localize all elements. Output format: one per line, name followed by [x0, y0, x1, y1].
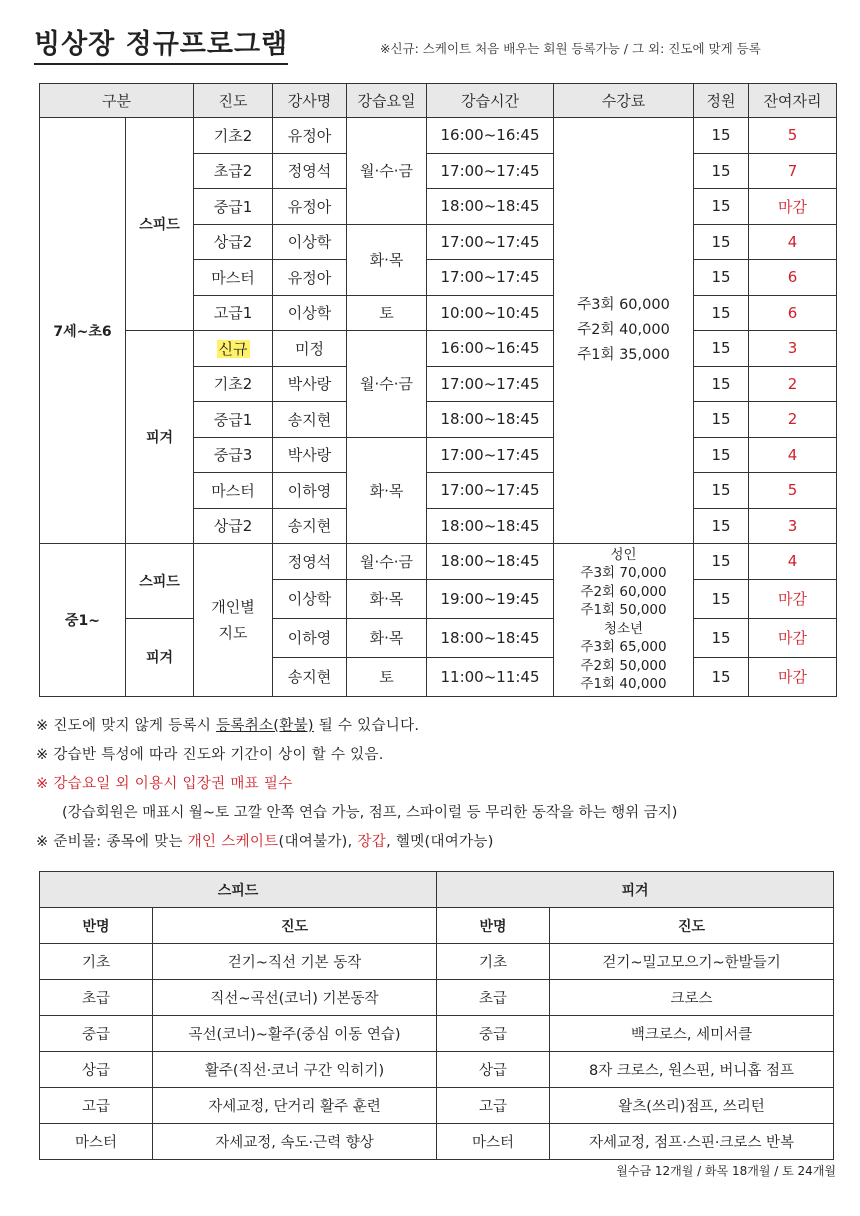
notes [36, 712, 836, 857]
subgroup-kids-figure: 피겨 [126, 331, 194, 544]
cell-level: 중급1 [194, 189, 273, 225]
table-row [40, 1088, 834, 1124]
cell-time: 16:00~16:45 [427, 331, 554, 367]
cell-time: 10:00~10:45 [427, 295, 554, 331]
cell-remaining: 4 [749, 224, 837, 260]
cell-class: 상급 [437, 1052, 550, 1088]
cell-remaining: 마감 [749, 189, 837, 225]
cell-instructor: 박사랑 [273, 437, 347, 473]
cell-time: 17:00~17:45 [427, 224, 554, 260]
schedule-header-row [40, 84, 837, 118]
gloves-emphasis: 장갑 [357, 834, 387, 850]
cell-days: 화·목 [347, 224, 427, 295]
cell-class: 고급 [437, 1088, 550, 1124]
cell-time: 18:00~18:45 [427, 508, 554, 544]
fee-line: 주1회 40,000 [580, 676, 667, 693]
cell-remaining: 4 [749, 437, 837, 473]
cell-remaining: 2 [749, 402, 837, 438]
cell-instructor: 이상학 [273, 224, 347, 260]
schedule-table [39, 83, 837, 697]
cell-time: 18:00~18:45 [427, 189, 554, 225]
table-row [40, 618, 837, 657]
cell-time: 17:00~17:45 [427, 437, 554, 473]
cell-time: 11:00~11:45 [427, 657, 554, 696]
cell-time: 18:00~18:45 [427, 544, 554, 580]
cell-remaining: 마감 [749, 618, 837, 657]
cell-time: 17:00~17:45 [427, 366, 554, 402]
cell-level [194, 331, 273, 367]
fee-line: 주3회 70,000 [580, 565, 667, 582]
fee-line: 주1회 50,000 [580, 602, 667, 619]
table-row [40, 1052, 834, 1088]
cell-level: 마스터 [194, 473, 273, 509]
cell-class: 고급 [40, 1088, 153, 1124]
fee-line: 주3회 60,000 [577, 297, 670, 313]
cell-capacity: 15 [694, 508, 749, 544]
cell-level: 상급2 [194, 508, 273, 544]
cell-level-individual [194, 544, 273, 697]
cell-remaining: 3 [749, 331, 837, 367]
refund-emphasis: 등록취소(환불) [216, 718, 314, 734]
cell-speed-progress: 걷기~직선 기본 동작 [153, 944, 437, 980]
cell-days: 화·목 [347, 579, 427, 618]
subheader-class: 반명 [40, 908, 153, 944]
cell-time: 17:00~17:45 [427, 473, 554, 509]
cell-remaining: 3 [749, 508, 837, 544]
cell-days: 월·수·금 [347, 331, 427, 438]
cell-remaining: 7 [749, 153, 837, 189]
cell-class: 초급 [40, 980, 153, 1016]
new-highlight: 신규 [218, 339, 248, 358]
cell-time: 19:00~19:45 [427, 579, 554, 618]
cell-class: 마스터 [40, 1124, 153, 1160]
cell-capacity: 15 [694, 366, 749, 402]
skate-emphasis: 개인 스케이트 [187, 834, 279, 850]
cell-capacity: 15 [694, 402, 749, 438]
header-capacity: 정원 [694, 84, 749, 118]
cell-capacity: 15 [694, 618, 749, 657]
cell-capacity: 15 [694, 473, 749, 509]
table-row [40, 1016, 834, 1052]
header-instructor: 강사명 [273, 84, 347, 118]
cell-figure-progress: 왈츠(쓰리)점프, 쓰리턴 [550, 1088, 834, 1124]
cell-fee-kids [554, 118, 694, 544]
cell-figure-progress: 백크로스, 세미서클 [550, 1016, 834, 1052]
cell-figure-progress: 8자 크로스, 원스핀, 버니홉 점프 [550, 1052, 834, 1088]
cell-time: 16:00~16:45 [427, 118, 554, 154]
table-row [40, 544, 837, 580]
levels-header-speed: 스피드 [40, 872, 437, 908]
cell-level: 기초2 [194, 118, 273, 154]
cell-speed-progress: 활주(직선·코너 구간 익히기) [153, 1052, 437, 1088]
cell-capacity: 15 [694, 331, 749, 367]
cell-instructor: 정영석 [273, 544, 347, 580]
cell-figure-progress: 크로스 [550, 980, 834, 1016]
note-equipment: ※ 준비물: 종목에 맞는 개인 스케이트(대여불가), 장갑, 헬멧(대여가능) [36, 834, 494, 850]
header-remaining: 잔여자리 [749, 84, 837, 118]
cell-days: 토 [347, 657, 427, 696]
page-subtitle: ※신규: 스케이트 처음 배우는 회원 등록가능 / 그 외: 진도에 맞게 등록 [380, 41, 761, 56]
cell-capacity: 15 [694, 118, 749, 154]
header-category: 구분 [40, 84, 194, 118]
cell-capacity: 15 [694, 437, 749, 473]
cell-days: 월·수·금 [347, 544, 427, 580]
header-fee: 수강료 [554, 84, 694, 118]
group-kids: 7세~초6 [40, 118, 126, 544]
fee-line: 주3회 65,000 [580, 639, 667, 656]
cell-class: 기초 [40, 944, 153, 980]
note-ticket: ※ 강습요일 외 이용시 입장권 매표 필수 [36, 776, 293, 792]
cell-class: 초급 [437, 980, 550, 1016]
cell-remaining: 6 [749, 260, 837, 296]
header-days: 강습요일 [347, 84, 427, 118]
cell-instructor: 송지현 [273, 508, 347, 544]
cell-instructor: 정영석 [273, 153, 347, 189]
cell-time: 17:00~17:45 [427, 153, 554, 189]
cell-days: 화·목 [347, 437, 427, 544]
subgroup-adults-speed: 스피드 [126, 544, 194, 619]
cell-days: 화·목 [347, 618, 427, 657]
cell-capacity: 15 [694, 189, 749, 225]
subheader-class: 반명 [437, 908, 550, 944]
footer-note: 월수금 12개월 / 화목 18개월 / 토 24개월 [616, 1164, 836, 1178]
table-row [40, 118, 837, 154]
cell-capacity: 15 [694, 260, 749, 296]
subheader-progress: 진도 [550, 908, 834, 944]
cell-capacity: 15 [694, 295, 749, 331]
cell-remaining: 4 [749, 544, 837, 580]
cell-level: 마스터 [194, 260, 273, 296]
subgroup-adults-figure: 피겨 [126, 618, 194, 696]
cell-speed-progress: 자세교정, 속도·근력 향상 [153, 1124, 437, 1160]
cell-class: 중급 [40, 1016, 153, 1052]
cell-level: 중급1 [194, 402, 273, 438]
levels-header-figure: 피겨 [437, 872, 834, 908]
cell-days: 월·수·금 [347, 118, 427, 225]
cell-instructor: 송지현 [273, 657, 347, 696]
cell-remaining: 마감 [749, 579, 837, 618]
cell-instructor: 송지현 [273, 402, 347, 438]
cell-class: 상급 [40, 1052, 153, 1088]
subgroup-kids-speed: 스피드 [126, 118, 194, 331]
cell-level: 초급2 [194, 153, 273, 189]
levels-table [39, 871, 834, 1160]
cell-speed-progress: 자세교정, 단거리 활주 훈련 [153, 1088, 437, 1124]
header-level: 진도 [194, 84, 273, 118]
cell-instructor: 미정 [273, 331, 347, 367]
cell-instructor: 이하영 [273, 618, 347, 657]
cell-level: 중급3 [194, 437, 273, 473]
levels-subheader-row [40, 908, 834, 944]
cell-class: 중급 [437, 1016, 550, 1052]
cell-speed-progress: 곡선(코너)~활주(중심 이동 연습) [153, 1016, 437, 1052]
level-line: 개인별 [211, 597, 255, 616]
cell-capacity: 15 [694, 579, 749, 618]
cell-remaining: 5 [749, 473, 837, 509]
cell-time: 17:00~17:45 [427, 260, 554, 296]
cell-instructor: 박사랑 [273, 366, 347, 402]
cell-capacity: 15 [694, 224, 749, 260]
cell-level: 기초2 [194, 366, 273, 402]
page-title: 빙상장 정규프로그램 [34, 22, 288, 65]
cell-instructor: 이상학 [273, 295, 347, 331]
cell-fee-adults [554, 544, 694, 697]
cell-instructor: 이하영 [273, 473, 347, 509]
fee-line: 주2회 40,000 [577, 322, 670, 338]
cell-days: 토 [347, 295, 427, 331]
fee-line: 청소년 [603, 620, 644, 637]
cell-instructor: 유정아 [273, 118, 347, 154]
cell-time: 18:00~18:45 [427, 618, 554, 657]
cell-level: 상급2 [194, 224, 273, 260]
fee-line: 주2회 50,000 [580, 657, 667, 674]
table-row [40, 980, 834, 1016]
cell-class: 기초 [437, 944, 550, 980]
fee-line: 주1회 35,000 [577, 347, 670, 363]
cell-time: 18:00~18:45 [427, 402, 554, 438]
level-line: 지도 [218, 623, 248, 642]
cell-class: 마스터 [437, 1124, 550, 1160]
fee-line: 주2회 60,000 [580, 583, 667, 600]
cell-speed-progress: 직선~곡선(코너) 기본동작 [153, 980, 437, 1016]
note-schedule: ※ 강습반 특성에 따라 진도와 기간이 상이 할 수 있음. [36, 747, 384, 763]
levels-header-row [40, 872, 834, 908]
cell-remaining: 2 [749, 366, 837, 402]
cell-figure-progress: 자세교정, 점프·스핀·크로스 반복 [550, 1124, 834, 1160]
note-refund: ※ 진도에 맞지 않게 등록시 등록취소(환불) 될 수 있습니다. [36, 718, 420, 734]
table-row [40, 331, 837, 367]
table-row [40, 1124, 834, 1160]
note-ticket-detail: (강습회원은 매표시 월~토 고깔 안쪽 연습 가능, 점프, 스파이럴 등 무리한 동작을 하는 행위 금지) [62, 805, 678, 821]
cell-capacity: 15 [694, 657, 749, 696]
cell-capacity: 15 [694, 153, 749, 189]
cell-instructor: 유정아 [273, 260, 347, 296]
header-time: 강습시간 [427, 84, 554, 118]
cell-remaining: 6 [749, 295, 837, 331]
cell-instructor: 유정아 [273, 189, 347, 225]
cell-figure-progress: 걷기~밀고모으기~한발들기 [550, 944, 834, 980]
cell-instructor: 이상학 [273, 579, 347, 618]
cell-capacity: 15 [694, 544, 749, 580]
cell-level: 고급1 [194, 295, 273, 331]
fee-line: 성인 [610, 546, 637, 563]
subheader-progress: 진도 [153, 908, 437, 944]
cell-remaining: 5 [749, 118, 837, 154]
table-row [40, 944, 834, 980]
cell-remaining: 마감 [749, 657, 837, 696]
group-adults: 중1~ [40, 544, 126, 697]
